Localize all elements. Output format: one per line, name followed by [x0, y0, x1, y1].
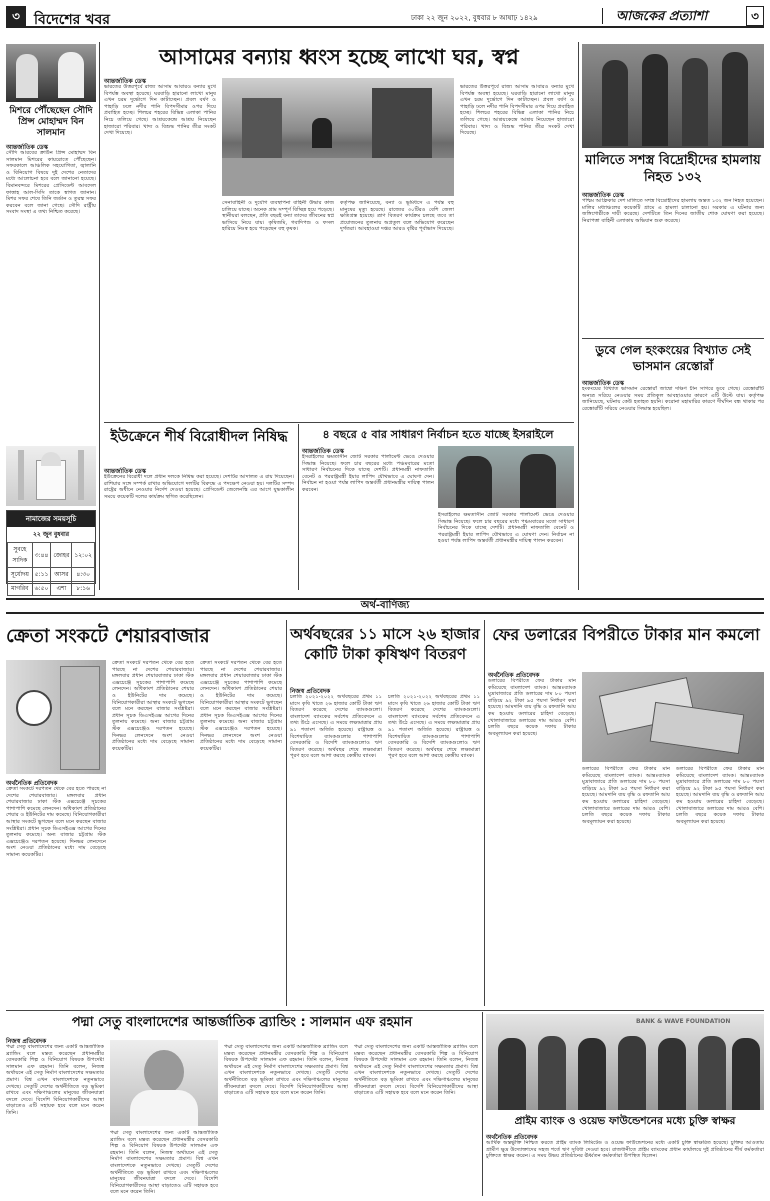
mali-byline: আন্তর্জাতিক ডেস্ক — [582, 192, 624, 199]
padma-headline: পদ্মা সেতু বাংলাদেশের আন্তর্জাতিক ব্র্যান্ডিং : সালমান এফ রহমান — [71, 1015, 413, 1030]
dateline: ঢাকা ২২ জুন ২০২২, বুধবার ৮ আষাঢ় ১৪২৯ — [411, 14, 538, 22]
jumbo-headline: ডুবে গেল হংকংয়ের বিখ্যাত সেই ভাসমান রেস্তোরাঁ — [595, 343, 751, 373]
jumbo-body: হংকংয়ের বিখ্যাত ভাসমান রেস্তোরাঁ জাম্বো দক্ষিণ চীন সাগরে ডুবে গেছে। রেস্তোরাঁটি অন্যত্র সরিয়ে নেওয়ার সময় প্রতিকূল আবহাওয়ার কারণে এটি উল্টে যায়। কর্তৃপক্ষ জানিয়েছে, ঘটনায় কেউ হতাহত হয়নি। করোনা মহামারির কারণে দীর্ঘদিন বন্ধ থাকার পর রেস্তোরাঁটি সরিয়ে নেওয়ার সিদ্ধান্ত হয়েছিল। — [582, 386, 764, 412]
mali-soldiers-photo — [582, 44, 764, 148]
assam-body-mid: সেনাবাহিনী ও দুর্যোগ ব্যবস্থাপনা বাহিনী উদ্ধার কাজ চালিয়ে যাচ্ছে। অনেক গ্রাম সম্পূর্ণ বিচ্ছিন্ন হয়ে পড়েছে। স্থানীয়রা বলছেন, প্রতি বছরই বন্যা তাদের জীবনের স্বপ্ন ভাসিয়ে নিয়ে যায়। কৃষিজমি, গবাদিপশু ও ফসল হারিয়ে নিঃস্ব হয়ে পড়েছেন বহু কৃষক। — [222, 200, 334, 233]
mosque-photo — [6, 446, 96, 506]
jumbo-byline: আন্তর্জাতিক ডেস্ক — [582, 380, 624, 387]
assam-byline: আন্তর্জাতিক ডেস্ক — [104, 78, 146, 85]
dollar-byline: অর্থনৈতিক প্রতিবেদক — [488, 672, 540, 679]
dollar-notes-photo — [582, 672, 764, 762]
header-divider — [602, 8, 603, 24]
dse-building-photo — [6, 660, 106, 774]
assam-body-col4: ভারতের উত্তরপূর্বে রাজ্য আসাম আবারও বন্যার মুখে বিপর্যস্ত অবস্থা হয়েছে। ঘরবাড়ি হারানো লাখো মানুষ এখন চরম দুর্ভোগে দিন কাটাচ্ছেন। প্রবল বর্ষণ ও পাহাড়ি ঢলে নদীর পানি বিপদসীমার ওপর দিয়ে প্রবাহিত হচ্ছে। শিলচর শহরের বিভিন্ন এলাকা পানির নিচে তলিয়ে গেছে। আশ্রয়কেন্দ্রে আশ্রয় নিয়েছেন হাজারো পরিবার। খাদ্য ও বিশুদ্ধ পানির তীব্র সংকট দেখা দিয়েছে। — [460, 84, 574, 137]
economy-band — [6, 598, 764, 614]
padma-byline: নিজস্ব প্রতিবেদক — [6, 1038, 47, 1045]
assam-body-right: কর্তৃপক্ষ জানিয়েছে, বন্যা ও ভূমিধসে এ পর্যন্ত বহু মানুষের মৃত্যু হয়েছে। রাজ্যের ৩০টিরও বেশি জেলা ক্ষতিগ্রস্ত হয়েছে। ত্রাণ বিতরণ কার্যক্রম চলছে তবে তা প্রয়োজনের তুলনায় অপ্রতুল বলে অভিযোগ করেছেন দুর্গতরা। আবহাওয়া দপ্তর আরও বৃষ্টির পূর্বাভাস দিয়েছে। — [340, 200, 454, 233]
prime-body: আর্থিক অন্তর্ভুক্তি নিশ্চিত করতে প্রাইম ব্যাংক লিমিটেড ও ওয়েভ ফাউন্ডেশনের মধ্যে একটি চুক্তি স্বাক্ষরিত হয়েছে। চুক্তির আওতায় গ্রামীণ ক্ষুদ্র উদ্যোক্তাদের সহজ শর্তে ঋণ সুবিধা দেওয়া হবে। রাজধানীতে প্রাইম ব্যাংকের প্রধান কার্যালয়ে দুই প্রতিষ্ঠানের শীর্ষ কর্মকর্তারা চুক্তিতে স্বাক্ষর করেন। এ সময় উভয় প্রতিষ্ঠানের ঊর্ধ্বতন কর্মকর্তারা উপস্থিত ছিলেন। — [486, 1140, 764, 1160]
prayer-row: সূর্যোদয় ৫:১১ আসর ৪:৩০ — [8, 568, 95, 582]
padma-body: পদ্মা সেতু বাংলাদেশের জন্য একটি আন্তর্জাতিক ব্র্যান্ডিং বলে মন্তব্য করেছেন প্রধানমন্ত্রীর বেসরকারি শিল্প ও বিনিয়োগ বিষয়ক উপদেষ্টা সালমান এফ রহমান। তিনি বলেন, নিজস্ব অর্থায়নে এই সেতু নির্মাণ বাংলাদেশের সক্ষমতার প্রমাণ। বিশ্ব এখন বাংলাদেশকে নতুনভাবে দেখছে। সেতুটি দেশের অর্থনীতিতে বড় ভূমিকা রাখবে এবং দক্ষিণাঞ্চলের মানুষের জীবনযাত্রা বদলে দেবে। বিদেশি বিনিয়োগকারীদের আস্থা বাড়াতেও এটি সহায়ক হবে বলে মনে করেন তিনি। — [6, 1044, 104, 1116]
dollar-body: ডলারের বিপরীতে ফের টাকার মান কমিয়েছে বাংলাদেশ ব্যাংক। আন্তঃব্যাংক মুদ্রাবাজারে প্রতি ডলারের দাম ৮০ পয়সা বাড়িয়ে ৯২ টাকা ৯৫ পয়সা নির্ধারণ করা হয়েছে। আমদানি ব্যয় বৃদ্ধি ও রফতানি আয় কম হওয়ায় ডলারের চাহিদা বেড়েছে। খোলাবাজারে ডলারের দাম আরও বেশি। চলতি বছরে কয়েক দফায় টাকার অবমূল্যায়ন করা হয়েছে। — [488, 678, 576, 737]
page-header — [6, 6, 764, 28]
prayer-box — [6, 510, 96, 592]
prime-backdrop-text: BANK & WAVE FOUNDATION — [636, 1018, 731, 1025]
padma-body-col4: পদ্মা সেতু বাংলাদেশের জন্য একটি আন্তর্জাতিক ব্র্যান্ডিং বলে মন্তব্য করেছেন প্রধানমন্ত্রীর বেসরকারি শিল্প ও বিনিয়োগ বিষয়ক উপদেষ্টা সালমান এফ রহমান। তিনি বলেন, নিজস্ব অর্থায়নে এই সেতু নির্মাণ বাংলাদেশের সক্ষমতার প্রমাণ। বিশ্ব এখন বাংলাদেশকে নতুনভাবে দেখছে। সেতুটি দেশের অর্থনীতিতে বড় ভূমিকা রাখবে এবং দক্ষিণাঞ্চলের মানুষের জীবনযাত্রা বদলে দেবে। বিদেশি বিনিয়োগকারীদের আস্থা বাড়াতেও এটি সহায়ক হবে বলে মনে করেন তিনি। — [354, 1044, 478, 1097]
padma-body-col2: পদ্মা সেতু বাংলাদেশের জন্য একটি আন্তর্জাতিক ব্র্যান্ডিং বলে মন্তব্য করেছেন প্রধানমন্ত্রীর বেসরকারি শিল্প ও বিনিয়োগ বিষয়ক উপদেষ্টা সালমান এফ রহমান। তিনি বলেন, নিজস্ব অর্থায়নে এই সেতু নির্মাণ বাংলাদেশের সক্ষমতার প্রমাণ। বিশ্ব এখন বাংলাদেশকে নতুনভাবে দেখছে। সেতুটি দেশের অর্থনীতিতে বড় ভূমিকা রাখবে এবং দক্ষিণাঞ্চলের মানুষের জীবনযাত্রা বদলে দেবে। বিদেশি বিনিয়োগকারীদের আস্থা বাড়াতেও এটি সহায়ক হবে বলে মনে করেন তিনি। — [110, 1130, 218, 1194]
saudi-byline: আন্তর্জাতিক ডেস্ক — [6, 144, 48, 151]
assam-headline: আসামের বন্যায় ধ্বংস হচ্ছে লাখো ঘর, স্বপ্ন — [159, 45, 519, 69]
dollar-body-col2: ডলারের বিপরীতে ফের টাকার মান কমিয়েছে বাংলাদেশ ব্যাংক। আন্তঃব্যাংক মুদ্রাবাজারে প্রতি ডলারের দাম ৮০ পয়সা বাড়িয়ে ৯২ টাকা ৯৫ পয়সা নির্ধারণ করা হয়েছে। আমদানি ব্যয় বৃদ্ধি ও রফতানি আয় কম হওয়ায় ডলারের চাহিদা বেড়েছে। খোলাবাজারে ডলারের দাম আরও বেশি। চলতি বছরে কয়েক দফায় টাকার অবমূল্যায়ন করা হয়েছে। — [582, 766, 670, 825]
share-body-col3: ক্রেতা সংকটে দরপতন থেকে বের হতে পারছে না দেশের শেয়ারবাজার। মঙ্গলবার প্রধান শেয়ারবাজার ঢাকা স্টক এক্সচেঞ্জে সূচকের পাশাপাশি কমেছে লেনদেন। অধিকাংশ প্রতিষ্ঠানের শেয়ার ও ইউনিটের দাম কমেছে। বিনিয়োগকারীরা আস্থার সংকটে ভুগছেন বলে মনে করছেন বাজার সংশ্লিষ্টরা। প্রধান সূচক ডিএসইএক্স আগের দিনের তুলনায় কমেছে। অন্য বাজার চট্টগ্রাম স্টক এক্সচেঞ্জেও দরপতন হয়েছে। দিনভর লেনদেনে অংশ নেওয়া প্রতিষ্ঠানের মধ্যে দাম বেড়েছে সামান্য কয়েকটির। — [200, 660, 282, 752]
israel-leaders-photo — [438, 446, 574, 508]
share-headline: ক্রেতা সংকটে শেয়ারবাজার — [6, 625, 210, 647]
krishi-body-col2: চলতি ২০২১-২০২২ অর্থবছরের প্রথম ১১ মাসে কৃষি খাতে ২৬ হাজার কোটি টাকা ঋণ বিতরণ করেছে দেশের ব্যাংকগুলো। বাংলাদেশ ব্যাংকের সর্বশেষ প্রতিবেদনে এ তথ্য উঠে এসেছে। এ সময়ে লক্ষ্যমাত্রার প্রায় ৯১ শতাংশ অর্জিত হয়েছে। রাষ্ট্রায়ত্ত ও বিশেষায়িত ব্যাংকগুলোর পাশাপাশি বেসরকারি ও বিদেশি ব্যাংকগুলোও ঋণ বিতরণ করেছে। অর্থবছর শেষে লক্ষ্যমাত্রা পূরণ হবে বলে আশা করছে কেন্দ্রীয় ব্যাংক। — [388, 694, 480, 760]
economy-band-title: অর্থ-বাণিজ্য — [360, 600, 410, 611]
mali-body: পশ্চিম আফ্রিকার দেশ মালিতে সশস্ত্র বিদ্রোহীদের হামলায় অন্তত ১৩২ জন নিহত হয়েছেন। মালির মধ্যাঞ্চলের কয়েকটি গ্রামে এ হামলা চালানো হয়। সরকার এ ঘটনার জন্য জঙ্গিগোষ্ঠীকে দায়ী করেছে। দেশটিতে তিন দিনের জাতীয় শোক ঘোষণা করা হয়েছে। নিরাপত্তা বাহিনী এলাকায় অভিযান শুরু করেছে। — [582, 198, 764, 224]
prayer-row: সুবহে সাদিক ৩:৪৪ জোহর ১২:০২ — [8, 543, 95, 568]
prayer-row: মাগরিব ৬:৫০ এশা ৮:১৬ — [8, 582, 95, 596]
page-number-right: ৩ — [746, 6, 764, 26]
salman-photo — [110, 1040, 218, 1126]
section-title: বিদেশের খবর — [34, 12, 110, 28]
israel-body-2: ইসরাইলের ক্ষমতাসীন জোট সরকার পার্লামেন্ট ভেঙে দেওয়ার সিদ্ধান্ত নিয়েছে। ফলে চার বছরের মধ্যে পঞ্চমবারের মতো সাধারণ নির্বাচনের দিকে যাচ্ছে দেশটি। প্রধানমন্ত্রী নাফতালি বেনেট ও পররাষ্ট্রমন্ত্রী ইয়ার লাপিদ যৌথভাবে এ ঘোষণা দেন। নির্বাচন না হওয়া পর্যন্ত লাপিদ অন্তর্বর্তী প্রধানমন্ত্রীর দায়িত্ব পালন করবেন। — [438, 512, 574, 545]
padma-body-col3: পদ্মা সেতু বাংলাদেশের জন্য একটি আন্তর্জাতিক ব্র্যান্ডিং বলে মন্তব্য করেছেন প্রধানমন্ত্রীর বেসরকারি শিল্প ও বিনিয়োগ বিষয়ক উপদেষ্টা সালমান এফ রহমান। তিনি বলেন, নিজস্ব অর্থায়নে এই সেতু নির্মাণ বাংলাদেশের সক্ষমতার প্রমাণ। বিশ্ব এখন বাংলাদেশকে নতুনভাবে দেখছে। সেতুটি দেশের অর্থনীতিতে বড় ভূমিকা রাখবে এবং দক্ষিণাঞ্চলের মানুষের জীবনযাত্রা বদলে দেবে। বিদেশি বিনিয়োগকারীদের আস্থা বাড়াতেও এটি সহায়ক হবে বলে মনে করেন তিনি। — [224, 1044, 348, 1097]
ukraine-headline: ইউক্রেনে শীর্ষ বিরোধীদল নিষিদ্ধ — [110, 429, 288, 445]
share-byline: অর্থনৈতিক প্রতিবেদক — [6, 780, 58, 787]
prime-headline: প্রাইম ব্যাংক ও ওয়েভ ফাউন্ডেশনের মধ্যে চুক্তি স্বাক্ষর — [514, 1115, 736, 1127]
mali-headline: মালিতে সশস্ত্র বিদ্রোহীদের হামলায় নিহত ১৩২ — [585, 153, 761, 185]
prayer-date: ২২ জুন বুধবার — [32, 531, 69, 538]
prayer-table — [7, 542, 95, 596]
assam-flood-photo — [222, 78, 454, 196]
ukraine-body: ইউক্রেনের বিরোধী দলে প্রধান দলকে নিষিদ্ধ করা হয়েছে। দেশটির আদালত এ রায় দিয়েছেন। রাশিয়ার সঙ্গে সম্পর্ক রাখার অভিযোগে দলটির বিরুদ্ধে এ পদক্ষেপ নেওয়া হয়। দলটির সম্পদ রাষ্ট্রের অধীনে নেওয়ার নির্দেশ দেওয়া হয়েছে। প্রেসিডেন্ট জেলেনস্কি এর আগে যুদ্ধকালীন সময়ে কয়েকটি দলের কার্যক্রম স্থগিত করেছিলেন। — [104, 474, 294, 500]
israel-byline: আন্তর্জাতিক ডেস্ক — [302, 448, 344, 455]
share-body-col2: ক্রেতা সংকটে দরপতন থেকে বের হতে পারছে না দেশের শেয়ারবাজার। মঙ্গলবার প্রধান শেয়ারবাজার ঢাকা স্টক এক্সচেঞ্জে সূচকের পাশাপাশি কমেছে লেনদেন। অধিকাংশ প্রতিষ্ঠানের শেয়ার ও ইউনিটের দাম কমেছে। বিনিয়োগকারীরা আস্থার সংকটে ভুগছেন বলে মনে করছেন বাজার সংশ্লিষ্টরা। প্রধান সূচক ডিএসইএক্স আগের দিনের তুলনায় কমেছে। অন্য বাজার চট্টগ্রাম স্টক এক্সচেঞ্জেও দরপতন হয়েছে। দিনভর লেনদেনে অংশ নেওয়া প্রতিষ্ঠানের মধ্যে দাম বেড়েছে সামান্য কয়েকটির। — [112, 660, 194, 752]
page-number-left: ৩ — [6, 6, 26, 26]
saudi-prince-photo — [6, 44, 96, 102]
prime-bank-signing-photo — [486, 1014, 764, 1110]
krishi-byline: নিজস্ব প্রতিবেদক — [290, 688, 331, 695]
dollar-headline: ফের ডলারের বিপরীতে টাকার মান কমলো — [492, 625, 760, 644]
masthead-logo: আজকের প্রত্যাশা — [616, 9, 708, 24]
israel-headline: ৪ বছরে ৫ বার সাধারণ নির্বাচন হতে যাচ্ছে ইসরাইলে — [322, 428, 554, 441]
assam-body-left: ভারতের উত্তরপূর্বে রাজ্য আসাম আবারও বন্যার মুখে বিপর্যস্ত অবস্থা হয়েছে। ঘরবাড়ি হারানো লাখো মানুষ এখন চরম দুর্ভোগে দিন কাটাচ্ছেন। প্রবল বর্ষণ ও পাহাড়ি ঢলে নদীর পানি বিপদসীমার ওপর দিয়ে প্রবাহিত হচ্ছে। শিলচর শহরের বিভিন্ন এলাকা পানির নিচে তলিয়ে গেছে। আশ্রয়কেন্দ্রে আশ্রয় নিয়েছেন হাজারো পরিবার। খাদ্য ও বিশুদ্ধ পানির তীব্র সংকট দেখা দিয়েছে। — [104, 84, 216, 137]
saudi-headline: মিশরে পৌঁছেছেন সৌদি প্রিন্স মোহাম্মদ বিন সালমান — [9, 106, 93, 138]
krishi-headline: অর্থবছরের ১১ মাসে ২৬ হাজার কোটি টাকা কৃষিঋণ বিতরণ — [290, 625, 480, 663]
ukraine-byline: আন্তর্জাতিক ডেস্ক — [104, 468, 146, 475]
share-body: ক্রেতা সংকটে দরপতন থেকে বের হতে পারছে না দেশের শেয়ারবাজার। মঙ্গলবার প্রধান শেয়ারবাজার ঢাকা স্টক এক্সচেঞ্জে সূচকের পাশাপাশি কমেছে লেনদেন। অধিকাংশ প্রতিষ্ঠানের শেয়ার ও ইউনিটের দাম কমেছে। বিনিয়োগকারীরা আস্থার সংকটে ভুগছেন বলে মনে করছেন বাজার সংশ্লিষ্টরা। প্রধান সূচক ডিএসইএক্স আগের দিনের তুলনায় কমেছে। অন্য বাজার চট্টগ্রাম স্টক এক্সচেঞ্জেও দরপতন হয়েছে। দিনভর লেনদেনে অংশ নেওয়া প্রতিষ্ঠানের মধ্যে দাম বেড়েছে সামান্য কয়েকটির। — [6, 786, 106, 858]
prayer-title: নামাজের সময়সূচি — [7, 511, 95, 527]
dollar-body-col3: ডলারের বিপরীতে ফের টাকার মান কমিয়েছে বাংলাদেশ ব্যাংক। আন্তঃব্যাংক মুদ্রাবাজারে প্রতি ডলারের দাম ৮০ পয়সা বাড়িয়ে ৯২ টাকা ৯৫ পয়সা নির্ধারণ করা হয়েছে। আমদানি ব্যয় বৃদ্ধি ও রফতানি আয় কম হওয়ায় ডলারের চাহিদা বেড়েছে। খোলাবাজারে ডলারের দাম আরও বেশি। চলতি বছরে কয়েক দফায় টাকার অবমূল্যায়ন করা হয়েছে। — [676, 766, 764, 825]
krishi-body: চলতি ২০২১-২০২২ অর্থবছরের প্রথম ১১ মাসে কৃষি খাতে ২৬ হাজার কোটি টাকা ঋণ বিতরণ করেছে দেশের ব্যাংকগুলো। বাংলাদেশ ব্যাংকের সর্বশেষ প্রতিবেদনে এ তথ্য উঠে এসেছে। এ সময়ে লক্ষ্যমাত্রার প্রায় ৯১ শতাংশ অর্জিত হয়েছে। রাষ্ট্রায়ত্ত ও বিশেষায়িত ব্যাংকগুলোর পাশাপাশি বেসরকারি ও বিদেশি ব্যাংকগুলোও ঋণ বিতরণ করেছে। অর্থবছর শেষে লক্ষ্যমাত্রা পূরণ হবে বলে আশা করছে কেন্দ্রীয় ব্যাংক। — [290, 694, 382, 760]
israel-body: ইসরাইলের ক্ষমতাসীন জোট সরকার পার্লামেন্ট ভেঙে দেওয়ার সিদ্ধান্ত নিয়েছে। ফলে চার বছরের মধ্যে পঞ্চমবারের মতো সাধারণ নির্বাচনের দিকে যাচ্ছে দেশটি। প্রধানমন্ত্রী নাফতালি বেনেট ও পররাষ্ট্রমন্ত্রী ইয়ার লাপিদ যৌথভাবে এ ঘোষণা দেন। নির্বাচন না হওয়া পর্যন্ত লাপিদ অন্তর্বর্তী প্রধানমন্ত্রীর দায়িত্ব পালন করবেন। — [302, 454, 434, 493]
prime-byline: অর্থনৈতিক প্রতিবেদক — [486, 1134, 538, 1141]
saudi-body: সৌদি আরবের ক্রাউন প্রিন্স মোহাম্মদ বিন সালমান মিশরের কায়রোতে পৌঁছেছেন। সফরকালে আঞ্চলিক সহযোগিতা, জ্বালানি ও বিনিয়োগ বিষয়ে দুই দেশের নেতাদের মধ্যে আলোচনা হবে বলে জানানো হয়েছে। বিমানবন্দরে মিশরের প্রেসিডেন্ট আবদেল ফাত্তাহ আল-সিসি তাকে স্বাগত জানান। মিশর সফর শেষে তিনি জর্ডান ও তুরস্ক সফর করবেন বলে জানা গেছে। সৌদি রাষ্ট্রীয় সংবাদ সংস্থা এ তথ্য নিশ্চিত করেছে। — [6, 150, 96, 216]
